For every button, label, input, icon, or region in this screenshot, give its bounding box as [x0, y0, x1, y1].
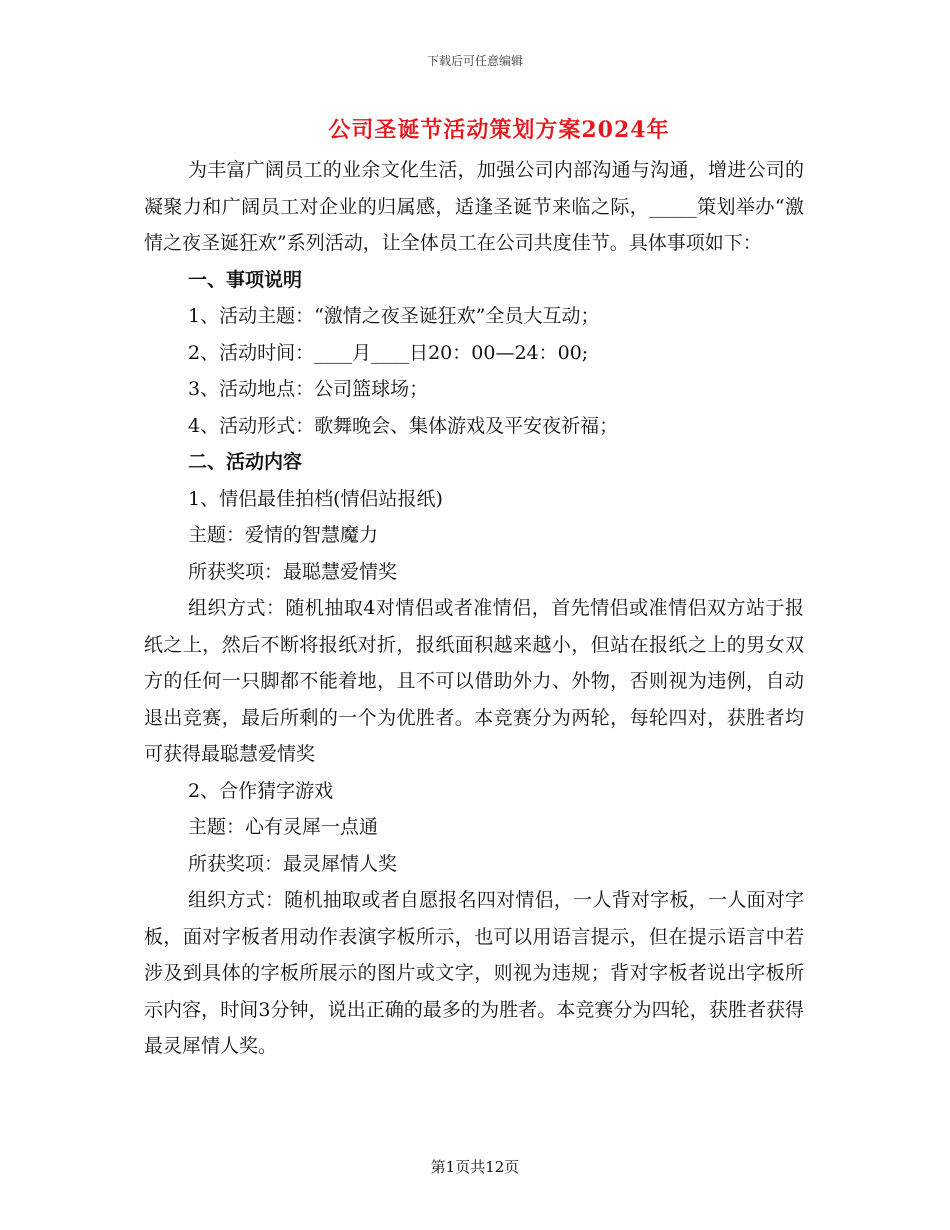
section-heading-1: 一、事项说明	[188, 268, 303, 291]
paragraph-activity-theme: 1、活动主题：“激情之夜圣诞狂欢”全员大互动；	[188, 305, 600, 327]
paragraph-game-2-title: 2、合作猜字游戏	[188, 779, 334, 802]
paragraph-activity-format: 4、活动形式：歌舞晚会、集体游戏及平安夜祈福；	[188, 414, 619, 437]
paragraph-game-1-theme: 主题：爱情的智慧魔力	[188, 524, 379, 546]
paragraph-activity-location: 3、活动地点：公司篮球场；	[188, 378, 429, 400]
paragraph-game-2-theme: 主题：心有灵犀一点通	[188, 816, 379, 838]
paragraph-game-1-method: 组织方式：随机抽取4对情侣或者准情侣，首先情侣或准情侣双方站于报纸之上，然后不断将报纸对折，报纸面积越来越小，但站在报纸之上的男女双方的任何一只脚都不能着地，且不可以借助外力、外物，否则视为违例，自动退出竞赛，最后所剩的一个为优胜者。本竞赛分为两轮，每轮四对，获胜者均可获得最聪慧爱情奖	[144, 597, 804, 765]
section-heading-2: 二、活动内容	[188, 451, 303, 473]
intro-paragraph: 为丰富广阔员工的业余文化生活，加强公司内部沟通与沟通，增进公司的凝聚力和广阔员工对企业的归属感，适逢圣诞节来临之际，_____策划举办“激情之夜圣诞狂欢”系列活动，让全体员工在公司共度佳节。具体事项如下：	[144, 159, 804, 254]
header-note: 下载后可任意编辑	[426, 54, 523, 68]
paragraph-activity-time: 2、活动时间：____月____日20：00—24：00;	[188, 341, 589, 364]
paragraph-game-2-method: 组织方式：随机抽取或者自愿报名四对情侣，一人背对字板，一人面对字板，面对字板者用动作表演字板所示，也可以用语言提示，但在提示语言中若涉及到具体的字板所展示的图片或文字，则视为违规；背对字板者说出字板所示内容，时间3分钟，说出正确的最多的为胜者。本竞赛分为四轮，获胜者获得最灵犀情人奖。	[144, 889, 804, 1057]
paragraph-game-1-title: 1、情侣最佳拍档(情侣站报纸)	[188, 487, 443, 510]
page-number: 第1页共12页	[430, 1158, 520, 1176]
document-body	[144, 152, 804, 1065]
document-title: 公司圣诞节活动策划方案2024年	[328, 117, 670, 143]
paragraph-game-1-award: 所获奖项：最聪慧爱情奖	[188, 560, 398, 583]
paragraph-game-2-award: 所获奖项：最灵犀情人奖	[188, 852, 398, 875]
